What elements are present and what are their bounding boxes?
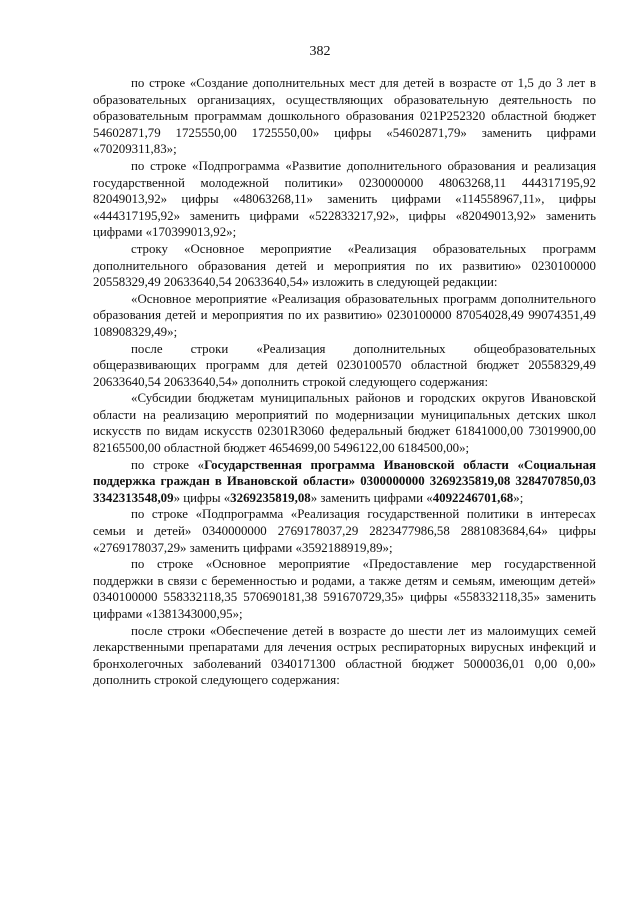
text-segment: по строке «Основное мероприятие «Предоставление мер государственной поддержки в связи с беременностью и родами, а также детям и семьям, имеющим детей» 0340100000 558332118,35 570690181,38 591670729,35» цифры «558332118,35» заменить цифрами «1381343000,95»; [93,557,596,621]
paragraph-p8 [93,506,596,556]
text-segment: »; [513,490,524,505]
document-body [93,75,596,689]
text-segment: по строке «Подпрограмма «Развитие дополнительного образования и реализация государственной молодежной политики» 0230000000 48063268,11 444317195,92 82049013,92» цифры «48063268,11» заменить цифрами «114558967,11», цифры «444317195,92» заменить цифрами «522833217,92», цифры «82049013,92» заменить цифрами «170399013,92»; [93,158,596,240]
text-segment: » цифры « [173,490,231,505]
paragraph-p7 [93,457,596,507]
text-segment: по строке «Создание дополнительных мест для детей в возрасте от 1,5 до 3 лет в образовательных организациях, осуществляющих образовательную деятельность по образовательным программам дошкольного образования 021P252320 областной бюджет 54602871,79 1725550,00 1725550,00» цифры «54602871,79» заменить цифрами «70209311,83»; [93,76,596,157]
bold-text-segment: Государственная программа Ивановской области «Социальная поддержка граждан в Ивановской области» 0300000000 3269235819,08 3284707850,03 3342313548,09 [93,457,596,505]
text-segment: «Основное мероприятие «Реализация образовательных программ дополнительного образования детей и мероприятия по их развитию» 0230100000 87054028,49 99074351,49 108908329,49»; [93,291,596,339]
paragraph-p4 [93,291,596,341]
paragraph-p1 [93,75,596,158]
text-segment: после строки «Реализация дополнительных общеобразовательных общеразвивающих программ для детей 0230100570 областной бюджет 20558329,49 20633640,54 20633640,54» дополнить строкой следующего содержания: [93,341,596,389]
paragraph-p10 [93,623,596,689]
text-segment: «Субсидии бюджетам муниципальных районов и городских округов Ивановской области на реализацию мероприятий по модернизации муниципальных детских школ искусств по видам искусств 02301R3060 федеральный бюджет 61841000,00 73019900,00 82165500,00 областной бюджет 4654699,00 5496122,00 6184500,00»; [93,391,596,456]
paragraph-p6 [93,390,596,456]
text-segment: строку «Основное мероприятие «Реализация образовательных программ дополнительного образования детей и мероприятия по их развитию» 0230100000 20558329,49 20633640,54 20633640,54» изложить в следующей редакции: [93,241,596,290]
paragraph-p3 [93,241,596,291]
text-segment: по строке « [131,457,205,472]
text-segment: по строке «Подпрограмма «Реализация государственной политики в интересах семьи и детей» 0340000000 2769178037,29 2823477986,58 2881083684,64» цифры «2769178037,29» заменить цифрами «3592188919,89»; [93,507,596,555]
paragraph-p2 [93,158,596,241]
bold-text-segment: 3269235819,08 [230,490,311,505]
paragraph-p9 [93,556,596,622]
page-number: 382 [309,44,331,59]
paragraph-p5 [93,341,596,391]
bold-text-segment: 4092246701,68 [432,490,514,505]
text-segment: после строки «Обеспечение детей в возрасте до шести лет из малоимущих семей лекарственными препаратами для лечения острых респираторных вирусных инфекций и бронхолегочных заболеваний 0340171300 областной бюджет 5000036,01 0,00 0,00» дополнить строкой следующего содержания: [93,623,596,688]
text-segment: » заменить цифрами « [310,490,433,505]
